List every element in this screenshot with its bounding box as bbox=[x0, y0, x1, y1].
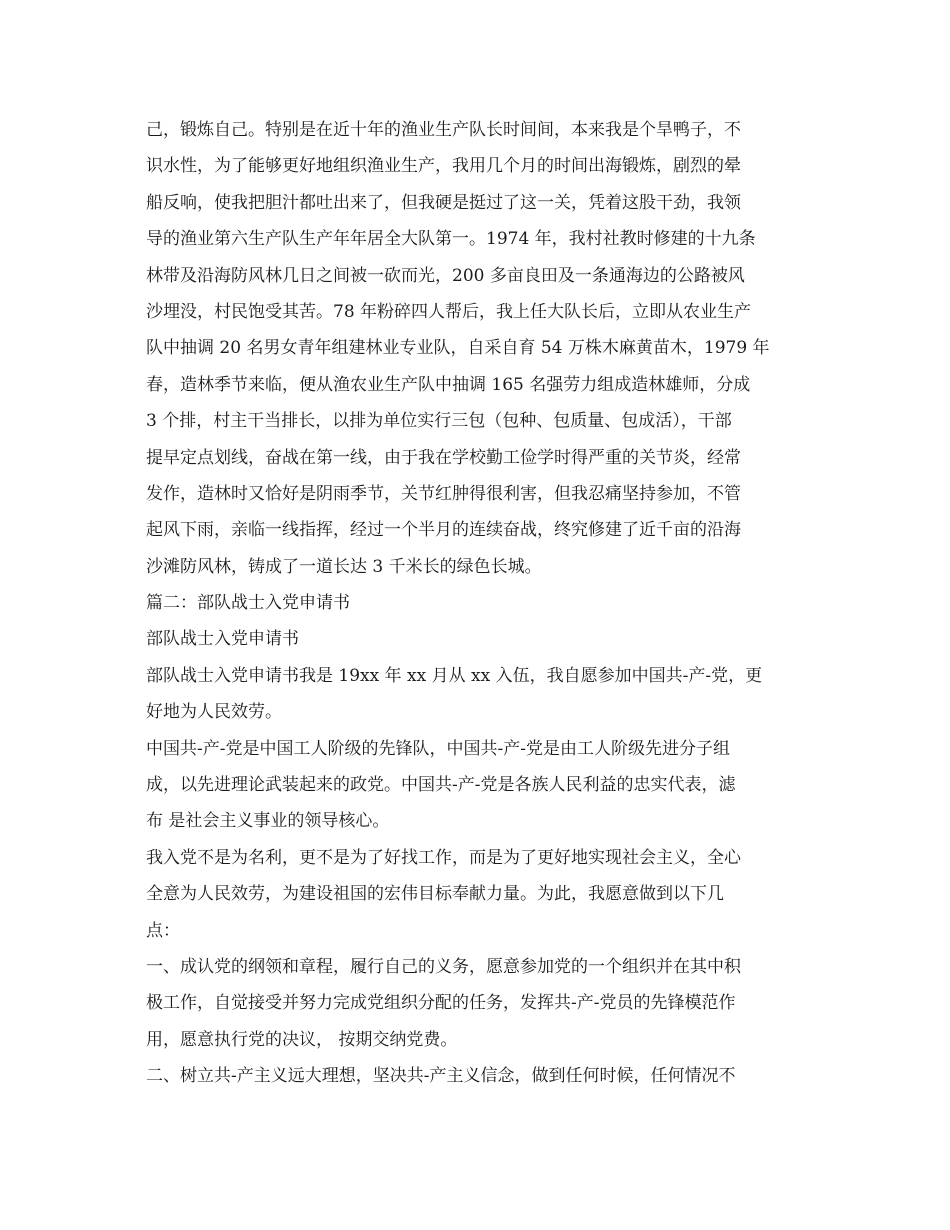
text-line: 中国共-产-党是中国工人阶级的先锋队，中国共-产-党是由工人阶级先进分子组 bbox=[146, 738, 730, 759]
text-line: 发作，造林时又恰好是阴雨季节，关节红肿得很利害，但我忍痛坚持参加，不管 bbox=[146, 483, 741, 504]
text-line: 布 是社会主义事业的领导核心。 bbox=[146, 811, 390, 832]
text-line: 全意为人民效劳，为建设祖国的宏伟目标奉献力量。为此，我愿意做到以下几 bbox=[146, 884, 724, 905]
document-body bbox=[146, 112, 806, 1095]
text-line: 起风下雨，亲临一线指挥，经过一个半月的连续奋战，终究修建了近千亩的沿海 bbox=[146, 520, 741, 541]
text-line: 极工作，自觉接受并努力完成党组织分配的任务，发挥共-产-党员的先锋模范作 bbox=[146, 993, 736, 1014]
text-line: 一、成认党的纲领和章程，履行自己的义务，愿意参加党的一个组织并在其中积 bbox=[146, 956, 741, 977]
text-line: 好地为人民效劳。 bbox=[146, 702, 282, 723]
text-line: 部队战士入党申请书我是 19xx 年 xx 月从 xx 入伍，我自愿参加中国共-产-党，更 bbox=[146, 665, 763, 686]
section-heading: 篇二：部队战士入党申请书 bbox=[146, 593, 350, 614]
text-line: 点： bbox=[146, 920, 180, 941]
text-line: 二、树立共-产主义远大理想，坚决共-产主义信念，做到任何时候，任何情况不 bbox=[146, 1066, 736, 1087]
text-line: 队中抽调 20 名男女青年组建林业专业队，自采自育 54 万株木麻黄苗木，1979 年 bbox=[146, 338, 770, 359]
text-line: 沙滩防风林，铸成了一道长达 3 千米长的绿色长城。 bbox=[146, 556, 542, 577]
text-line: 识水性，为了能够更好地组织渔业生产，我用几个月的时间出海锻炼，剧烈的晕 bbox=[146, 156, 741, 177]
text-line: 己，锻炼自己。特别是在近十年的渔业生产队长时间间，本来我是个旱鸭子，不 bbox=[146, 120, 741, 140]
text-line: 春，造林季节来临，便从渔农业生产队中抽调 165 名强劳力组成造林雄师，分成 bbox=[146, 374, 751, 395]
text-line: 船反响，使我把胆汁都吐出来了，但我硬是挺过了这一关，凭着这股干劲，我领 bbox=[146, 192, 741, 213]
text-line: 我入党不是为名利，更不是为了好找工作，而是为了更好地实现社会主义，全心 bbox=[146, 847, 741, 868]
text-line: 提早定点划线，奋战在第一线，由于我在学校勤工俭学时得严重的关节炎，经常 bbox=[146, 447, 741, 468]
text-line: 3 个排，村主干当排长，以排为单位实行三包（包种、包质量、包成活），干部 bbox=[146, 411, 732, 432]
text-line: 林带及沿海防风林几日之间被一砍而光，200 多亩良田及一条通海边的公路被风 bbox=[146, 265, 745, 286]
text-line: 成，以先进理论武装起来的政党。中国共-产-党是各族人民利益的忠实代表，滤 bbox=[146, 775, 736, 796]
document-title: 部队战士入党申请书 bbox=[146, 629, 299, 650]
text-line: 沙埋没，村民饱受其苦。78 年粉碎四人帮后，我上任大队长后，立即从农业生产 bbox=[146, 301, 752, 322]
text-line: 导的渔业第六生产队生产年年居全大队第一。1974 年，我村社教时修建的十九条 bbox=[146, 229, 756, 250]
text-line: 用，愿意执行党的决议， 按期交纳党费。 bbox=[146, 1029, 458, 1050]
